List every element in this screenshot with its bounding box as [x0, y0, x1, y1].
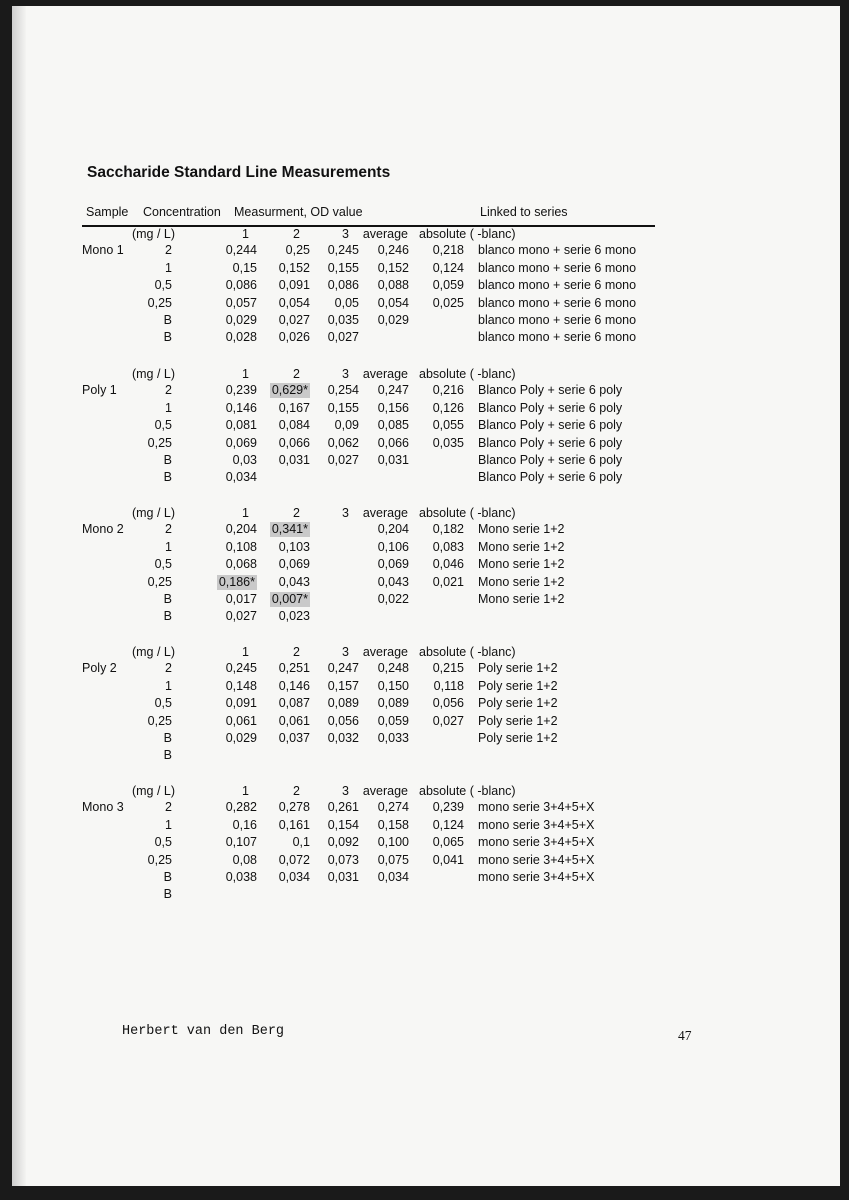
table-cell-v3: 0,031 [327, 870, 359, 884]
table-cell-abs: 0,182 [432, 522, 464, 537]
table-cell-v3: 0,261 [327, 800, 359, 815]
table-cell-avg: 0,088 [377, 278, 409, 293]
table-cell-v2: 0,054 [278, 295, 310, 310]
table-cell-v3: 0,073 [327, 852, 359, 867]
table-cell-conc: 0,25 [147, 852, 172, 867]
table-cell-v3: 0,245 [327, 243, 359, 258]
table-cell-conc: B [163, 592, 172, 606]
table-cell-abs: 0,124 [432, 260, 464, 275]
table-cell-link: Poly serie 1+2 [478, 731, 558, 745]
table-cell-avg: 0,031 [377, 453, 409, 467]
table-cell-avg: 0,274 [377, 800, 409, 815]
table-cell-link: blanco mono + serie 6 mono [478, 243, 637, 258]
block-head-c3: 3 [342, 367, 349, 381]
table-cell-avg: 0,029 [377, 313, 409, 327]
table-cell-avg: 0,247 [377, 383, 409, 398]
table-cell-avg: 0,033 [377, 731, 409, 745]
table-cell-v1: 0,239 [225, 383, 257, 398]
table-cell-v2: 0,007* [271, 592, 308, 606]
table-cell-link: Blanco Poly + serie 6 poly [478, 400, 623, 415]
table-cell-abs: 0,025 [432, 295, 464, 310]
block-head-c3: 3 [342, 784, 349, 798]
table-cell-link: Poly serie 1+2 [478, 713, 558, 728]
table-cell-conc: 2 [165, 522, 172, 537]
table-cell-conc: 1 [165, 260, 172, 275]
table-cell-v2: 0,026 [278, 330, 310, 345]
table-cell-conc: 0,25 [147, 295, 172, 310]
table-cell-v3: 0,035 [327, 313, 359, 327]
table-cell-link: Mono serie 1+2 [478, 539, 565, 554]
table-cell-v1: 0,028 [225, 330, 257, 345]
table-cell-abs: 0,041 [432, 852, 464, 867]
footer-author: Herbert van den Berg [122, 1024, 285, 1039]
table-cell-abs: 0,216 [432, 383, 464, 398]
table-cell-avg: 0,089 [377, 696, 409, 711]
table-cell-conc: 1 [165, 539, 172, 554]
table-cell-v1: 0,068 [225, 557, 257, 572]
table-cell-link: Blanco Poly + serie 6 poly [478, 470, 623, 485]
table-cell-v2: 0,25 [285, 243, 310, 258]
table-cell-link: Mono serie 1+2 [478, 592, 565, 606]
table-cell-v1: 0,204 [225, 522, 257, 537]
table-cell-v2: 0,278 [278, 800, 310, 815]
table-cell-v2: 0,091 [278, 278, 310, 293]
table-cell-v1: 0,034 [225, 470, 257, 485]
table-cell-link: Mono serie 1+2 [478, 574, 565, 589]
block-head-abs: absolute ( -blanc) [419, 367, 516, 381]
table-cell-v2: 0,023 [278, 609, 310, 624]
block-head-abs: absolute ( -blanc) [419, 227, 516, 241]
table-cell-link: blanco mono + serie 6 mono [478, 330, 637, 345]
block-head-avg: average [362, 645, 408, 659]
table-cell-conc: 0,5 [154, 418, 172, 433]
block-head-avg: average [362, 227, 408, 241]
table-cell-link: mono serie 3+4+5+X [478, 835, 595, 850]
table-cell-avg: 0,158 [377, 817, 409, 832]
table-cell-conc: 0,5 [154, 696, 172, 711]
block-head-c1: 1 [242, 227, 249, 241]
table-cell-avg: 0,100 [377, 835, 409, 850]
table-cell-v1: 0,146 [225, 400, 257, 415]
table-cell-link: Poly serie 1+2 [478, 696, 558, 711]
table-cell-v3: 0,09 [334, 418, 359, 433]
block-head-abs: absolute ( -blanc) [419, 645, 516, 659]
table-cell-abs: 0,118 [433, 678, 464, 693]
table-cell-link: Blanco Poly + serie 6 poly [478, 453, 623, 467]
table-cell-v1: 0,186* [218, 574, 255, 589]
table-cell-v1: 0,061 [225, 713, 257, 728]
block-head-c2: 2 [293, 367, 300, 381]
table-cell-abs: 0,035 [432, 435, 464, 450]
table-cell-v2: 0,629* [271, 383, 308, 398]
table-cell-v3: 0,247 [327, 661, 359, 676]
table-cell-link: mono serie 3+4+5+X [478, 870, 595, 884]
table-cell-v3: 0,092 [327, 835, 359, 850]
table-cell-v1: 0,245 [225, 661, 257, 676]
block-head-unit: (mg / L) [131, 227, 175, 241]
table-cell-avg: 0,150 [377, 678, 409, 693]
table-cell-v2: 0,034 [278, 870, 310, 884]
table-cell-v3: 0,05 [334, 295, 359, 310]
table-cell-avg: 0,054 [377, 295, 409, 310]
table-cell-abs: 0,065 [432, 835, 464, 850]
block-head-c1: 1 [242, 367, 249, 381]
sample-label: Poly 2 [82, 661, 117, 676]
table-cell-conc: 0,5 [154, 557, 172, 572]
table-cell-conc: 0,25 [147, 574, 172, 589]
table-cell-v2: 0,103 [278, 539, 310, 554]
table-cell-v1: 0,029 [225, 731, 257, 745]
table-cell-conc: 0,25 [147, 435, 172, 450]
table-cell-avg: 0,059 [377, 713, 409, 728]
block-head-avg: average [362, 784, 408, 798]
table-cell-abs: 0,126 [432, 400, 464, 415]
table-cell-conc: 2 [165, 383, 172, 398]
table-cell-link: blanco mono + serie 6 mono [478, 313, 637, 327]
table-cell-abs: 0,056 [432, 696, 464, 711]
table-cell-link: Blanco Poly + serie 6 poly [478, 383, 623, 398]
table-cell-abs: 0,083 [432, 539, 464, 554]
table-cell-avg: 0,022 [377, 592, 409, 606]
block-head-unit: (mg / L) [131, 645, 175, 659]
table-cell-conc: B [163, 748, 172, 763]
table-cell-link: Blanco Poly + serie 6 poly [478, 435, 623, 450]
table-cell-v1: 0,16 [232, 817, 257, 832]
table-cell-v1: 0,091 [225, 696, 257, 711]
table-cell-v3: 0,056 [327, 713, 359, 728]
table-cell-avg: 0,075 [377, 852, 409, 867]
header-sample: Sample [86, 205, 129, 219]
table-cell-v2: 0,061 [278, 713, 310, 728]
table-cell-v1: 0,282 [225, 800, 257, 815]
table-cell-v3: 0,154 [327, 817, 359, 832]
table-cell-link: blanco mono + serie 6 mono [478, 260, 637, 275]
page-title: Saccharide Standard Line Measurements [87, 164, 391, 181]
table-cell-avg: 0,156 [377, 400, 409, 415]
table-cell-link: mono serie 3+4+5+X [478, 817, 595, 832]
table-cell-abs: 0,239 [432, 800, 464, 815]
block-head-c3: 3 [342, 645, 349, 659]
table-cell-v2: 0,167 [278, 400, 310, 415]
table-cell-v2: 0,087 [278, 696, 310, 711]
sample-label: Mono 2 [82, 522, 124, 537]
block-head-unit: (mg / L) [131, 506, 175, 520]
page-number: 47 [678, 1028, 692, 1043]
table-cell-v1: 0,027 [225, 609, 257, 624]
table-cell-conc: 1 [165, 400, 172, 415]
table-cell-avg: 0,069 [377, 557, 409, 572]
block-head-c1: 1 [242, 506, 249, 520]
table-cell-v3: 0,062 [327, 435, 359, 450]
table-cell-v2: 0,161 [278, 817, 310, 832]
table-cell-avg: 0,204 [377, 522, 409, 537]
table-cell-link: Poly serie 1+2 [478, 678, 558, 693]
sample-label: Mono 3 [82, 800, 124, 815]
table-cell-v1: 0,057 [225, 295, 257, 310]
table-cell-v2: 0,037 [278, 731, 310, 745]
table-cell-link: blanco mono + serie 6 mono [478, 278, 637, 293]
table-cell-v1: 0,069 [225, 435, 257, 450]
table-cell-v2: 0,066 [278, 435, 310, 450]
table-cell-v1: 0,08 [232, 852, 257, 867]
table-cell-conc: B [163, 887, 172, 902]
page-spine [12, 6, 26, 1186]
block-head-c2: 2 [293, 227, 300, 241]
table-cell-avg: 0,246 [377, 243, 409, 258]
table-cell-abs: 0,124 [432, 817, 464, 832]
table-cell-v3: 0,032 [327, 731, 359, 745]
table-cell-v1: 0,038 [225, 870, 257, 884]
table-cell-v1: 0,086 [225, 278, 257, 293]
sample-label: Poly 1 [82, 383, 117, 398]
table-cell-avg: 0,043 [377, 574, 409, 589]
block-head-c1: 1 [242, 784, 249, 798]
table-cell-v3: 0,155 [327, 260, 359, 275]
block-head-unit: (mg / L) [131, 367, 175, 381]
table-cell-v3: 0,157 [327, 678, 359, 693]
table-cell-v3: 0,254 [327, 383, 359, 398]
table-cell-conc: B [163, 470, 172, 485]
table-cell-v2: 0,341* [271, 522, 308, 537]
table-cell-link: Mono serie 1+2 [478, 557, 565, 572]
block-head-c2: 2 [293, 506, 300, 520]
table-cell-conc: 0,5 [154, 835, 172, 850]
table-cell-conc: 2 [165, 243, 172, 258]
table-cell-v2: 0,027 [278, 313, 310, 327]
table-cell-avg: 0,152 [377, 260, 409, 275]
block-head-unit: (mg / L) [131, 784, 175, 798]
table-cell-v1: 0,244 [225, 243, 257, 258]
table-cell-avg: 0,248 [377, 661, 409, 676]
table-cell-v1: 0,029 [225, 313, 257, 327]
table-cell-avg: 0,085 [377, 418, 409, 433]
table-cell-link: blanco mono + serie 6 mono [478, 295, 637, 310]
header-concentration: Concentration [143, 205, 221, 219]
table-cell-avg: 0,034 [377, 870, 409, 884]
table-cell-abs: 0,215 [432, 661, 464, 676]
header-measurement: Measurment, OD value [234, 205, 363, 219]
table-cell-conc: 2 [165, 661, 172, 676]
block-head-avg: average [362, 506, 408, 520]
block-head-abs: absolute ( -blanc) [419, 506, 516, 520]
block-head-abs: absolute ( -blanc) [419, 784, 516, 798]
block-head-avg: average [362, 367, 408, 381]
table-cell-v2: 0,072 [278, 852, 310, 867]
sample-label: Mono 1 [82, 243, 124, 258]
table-cell-conc: 1 [165, 678, 172, 693]
table-cell-avg: 0,066 [377, 435, 409, 450]
table-cell-link: Poly serie 1+2 [478, 661, 558, 676]
block-head-c2: 2 [293, 784, 300, 798]
table-cell-conc: B [163, 731, 172, 745]
table-cell-link: Blanco Poly + serie 6 poly [478, 418, 623, 433]
table-cell-v2: 0,031 [278, 453, 310, 467]
table-cell-v1: 0,017 [225, 592, 257, 606]
table-cell-v1: 0,15 [232, 260, 257, 275]
table-cell-conc: 0,25 [147, 713, 172, 728]
table-cell-conc: B [163, 609, 172, 624]
table-cell-abs: 0,027 [432, 713, 464, 728]
table-cell-v1: 0,107 [225, 835, 257, 850]
table-cell-abs: 0,021 [432, 574, 464, 589]
table-cell-conc: 1 [165, 817, 172, 832]
table-cell-abs: 0,059 [432, 278, 464, 293]
table-cell-v3: 0,089 [327, 696, 359, 711]
table-cell-avg: 0,106 [377, 539, 409, 554]
table-cell-conc: B [163, 870, 172, 884]
block-head-c2: 2 [293, 645, 300, 659]
table-cell-v1: 0,108 [225, 539, 257, 554]
table-cell-v3: 0,027 [327, 330, 359, 345]
block-head-c3: 3 [342, 506, 349, 520]
table-cell-conc: B [163, 453, 172, 467]
table-cell-v2: 0,084 [278, 418, 310, 433]
table-cell-link: mono serie 3+4+5+X [478, 852, 595, 867]
block-head-c3: 3 [342, 227, 349, 241]
block-head-c1: 1 [242, 645, 249, 659]
table-cell-v1: 0,081 [225, 418, 257, 433]
table-cell-v1: 0,148 [225, 678, 257, 693]
table-cell-abs: 0,046 [432, 557, 464, 572]
table-cell-link: Mono serie 1+2 [478, 522, 565, 537]
table-cell-v3: 0,027 [327, 453, 359, 467]
table-cell-v2: 0,069 [278, 557, 310, 572]
header-linked: Linked to series [480, 205, 568, 219]
table-cell-v1: 0,03 [232, 453, 257, 467]
table-cell-v3: 0,155 [327, 400, 359, 415]
table-cell-conc: B [163, 330, 172, 345]
document-page [12, 6, 840, 1186]
table-cell-v2: 0,251 [278, 661, 310, 676]
table-cell-conc: B [163, 313, 172, 327]
table-cell-v2: 0,1 [292, 835, 310, 850]
table-cell-abs: 0,055 [432, 418, 464, 433]
table-cell-v2: 0,043 [278, 574, 310, 589]
table-cell-link: mono serie 3+4+5+X [478, 800, 595, 815]
table-cell-conc: 0,5 [154, 278, 172, 293]
table-cell-abs: 0,218 [432, 243, 464, 258]
table-cell-v2: 0,146 [278, 678, 310, 693]
table-cell-v3: 0,086 [327, 278, 359, 293]
table-cell-conc: 2 [165, 800, 172, 815]
table-cell-v2: 0,152 [278, 260, 310, 275]
